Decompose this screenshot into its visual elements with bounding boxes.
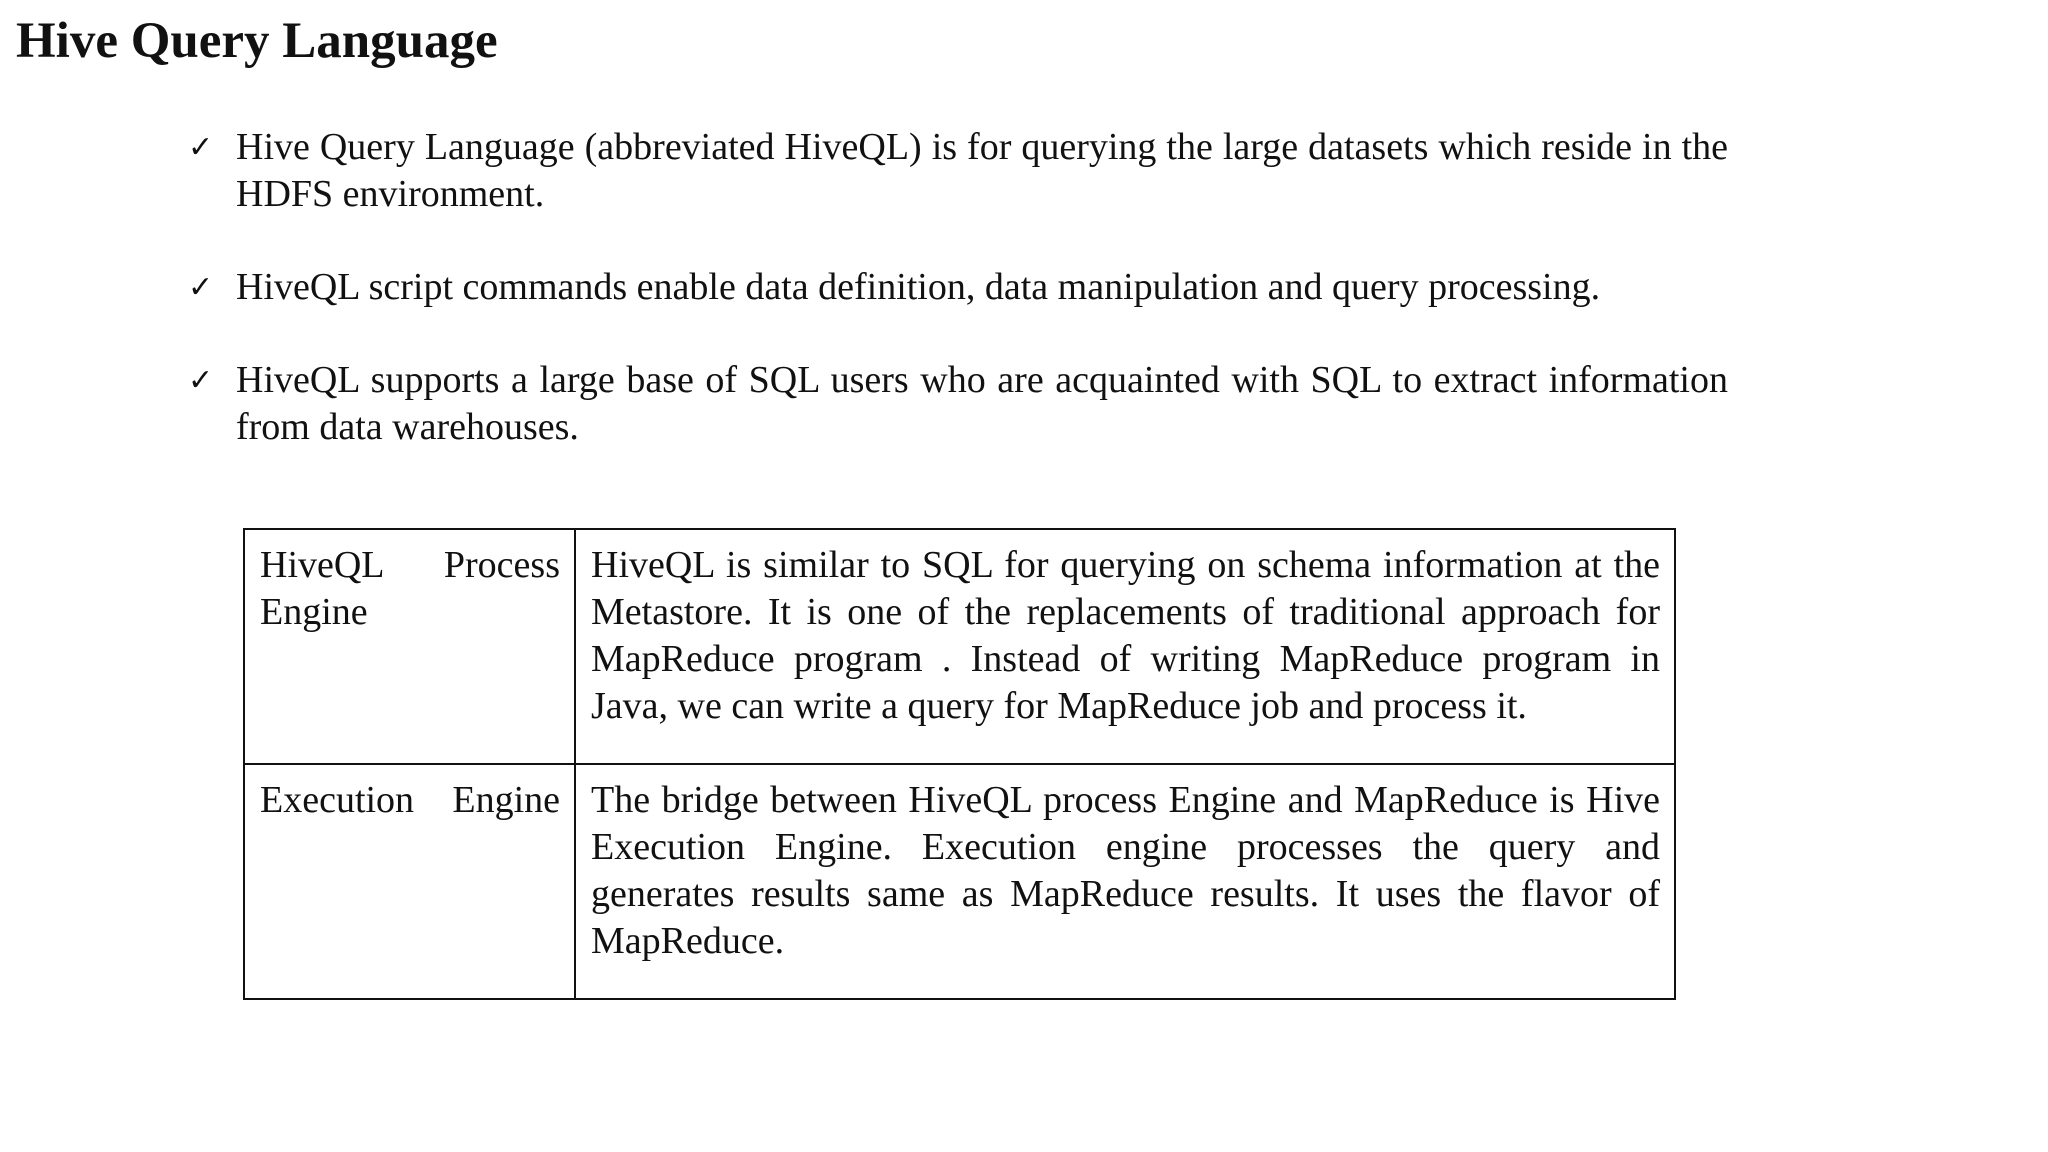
check-icon: ✓ <box>188 363 214 398</box>
check-icon: ✓ <box>188 270 214 305</box>
term-text-line: Execution Engine <box>260 779 560 821</box>
term-text-line: HiveQL Process <box>260 544 560 586</box>
bullet-list <box>188 124 1728 497</box>
bullet-item <box>188 357 1728 451</box>
table-row <box>244 529 1675 764</box>
term-cell <box>244 529 575 764</box>
bullet-text: Hive Query Language (abbreviated HiveQL) is for querying the large datasets which reside in the HDFS environment. <box>236 126 1728 215</box>
bullet-text: HiveQL supports a large base of SQL users who are acquainted with SQL to extract information from data warehouses. <box>236 359 1728 448</box>
check-icon: ✓ <box>188 130 214 165</box>
table-row <box>244 764 1675 999</box>
definition-cell: HiveQL is similar to SQL for querying on schema information at the Metastore. It is one of the replacements of traditional approach for MapReduce program . Instead of writing MapReduce program in Java, we can write a query for MapReduce job and process it. <box>575 529 1675 764</box>
bullet-item <box>188 124 1728 218</box>
bullet-item <box>188 264 1728 311</box>
definition-cell: The bridge between HiveQL process Engine and MapReduce is Hive Execution Engine. Execution engine processes the query and generates results same as MapReduce results. It uses the flavor of MapReduce. <box>575 764 1675 999</box>
bullet-text: HiveQL script commands enable data definition, data manipulation and query processing. <box>236 266 1601 308</box>
page-title: Hive Query Language <box>16 13 498 69</box>
term-cell <box>244 764 575 999</box>
term-text-line: Engine <box>260 591 368 633</box>
definition-table <box>243 528 1676 1000</box>
